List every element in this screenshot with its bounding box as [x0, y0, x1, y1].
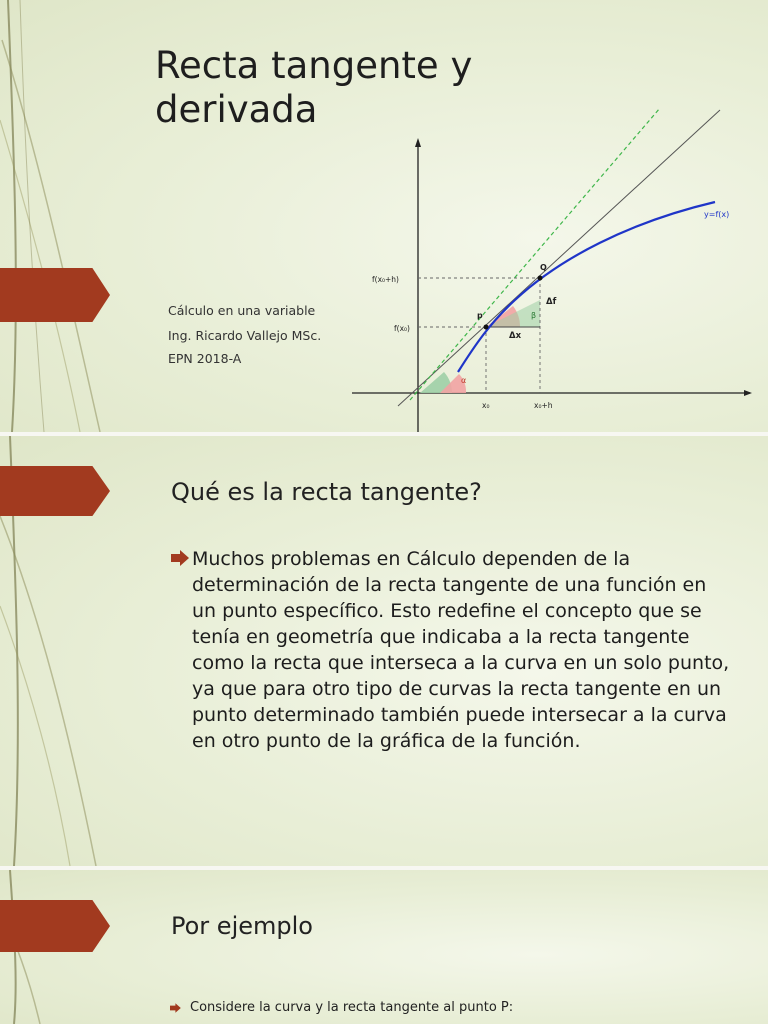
tangent-line — [410, 108, 660, 400]
section-arrow-marker — [0, 466, 110, 516]
delta-x-label: Δx — [509, 331, 522, 341]
secant-line — [398, 110, 720, 406]
x-axis-arrow-icon — [744, 390, 752, 396]
section-arrow-marker — [0, 900, 110, 952]
point-p — [484, 325, 489, 330]
section-heading: Por ejemplo — [171, 912, 313, 940]
bullet-text: Considere la curva y la recta tangente al punto P: — [190, 1000, 514, 1015]
subtitle-term: EPN 2018-A — [168, 351, 242, 366]
x0-label: x₀ — [482, 401, 490, 410]
x0h-label: x₀+h — [534, 401, 553, 410]
tangent-derivative-figure — [0, 0, 768, 432]
bullet-item — [170, 546, 730, 754]
fx0-label: f(x₀) — [394, 324, 410, 333]
fx0h-label: f(x₀+h) — [372, 275, 399, 284]
section-heading: Qué es la recta tangente? — [171, 478, 482, 506]
delta-f-label: Δf — [546, 297, 557, 307]
p-label: p — [477, 311, 483, 320]
slide-3 — [0, 870, 768, 1024]
slide-1 — [0, 0, 768, 432]
bullet-item — [168, 1000, 513, 1015]
slide-2 — [0, 436, 768, 866]
slide-title: Recta tangente y derivada — [155, 44, 473, 131]
subtitle-author: Ing. Ricardo Vallejo MSc. — [168, 328, 322, 343]
point-q — [538, 276, 543, 281]
beta-label: β — [531, 311, 537, 320]
q-label: Q — [540, 263, 547, 272]
curve-label: y=f(x) — [704, 210, 730, 219]
arrow-bullet-icon — [170, 548, 192, 568]
function-curve — [458, 202, 715, 372]
y-axis-arrow-icon — [415, 138, 421, 147]
bullet-text: Muchos problemas en Cálculo dependen de la determinación de la recta tangente de una función en un punto específico. Esto redefine el concepto que se tenía en geometría que indicaba a la recta tangente como la recta que interseca a la curva en un solo punto, ya que para otro tipo de curvas la recta tangente en un punto determinado también puede intersecar a la curva en otro punto de la gráfica de la función. — [192, 548, 730, 752]
arrow-bullet-icon — [168, 1002, 184, 1014]
subtitle-course: Cálculo en una variable — [168, 303, 316, 318]
alpha-label: α — [461, 376, 467, 385]
